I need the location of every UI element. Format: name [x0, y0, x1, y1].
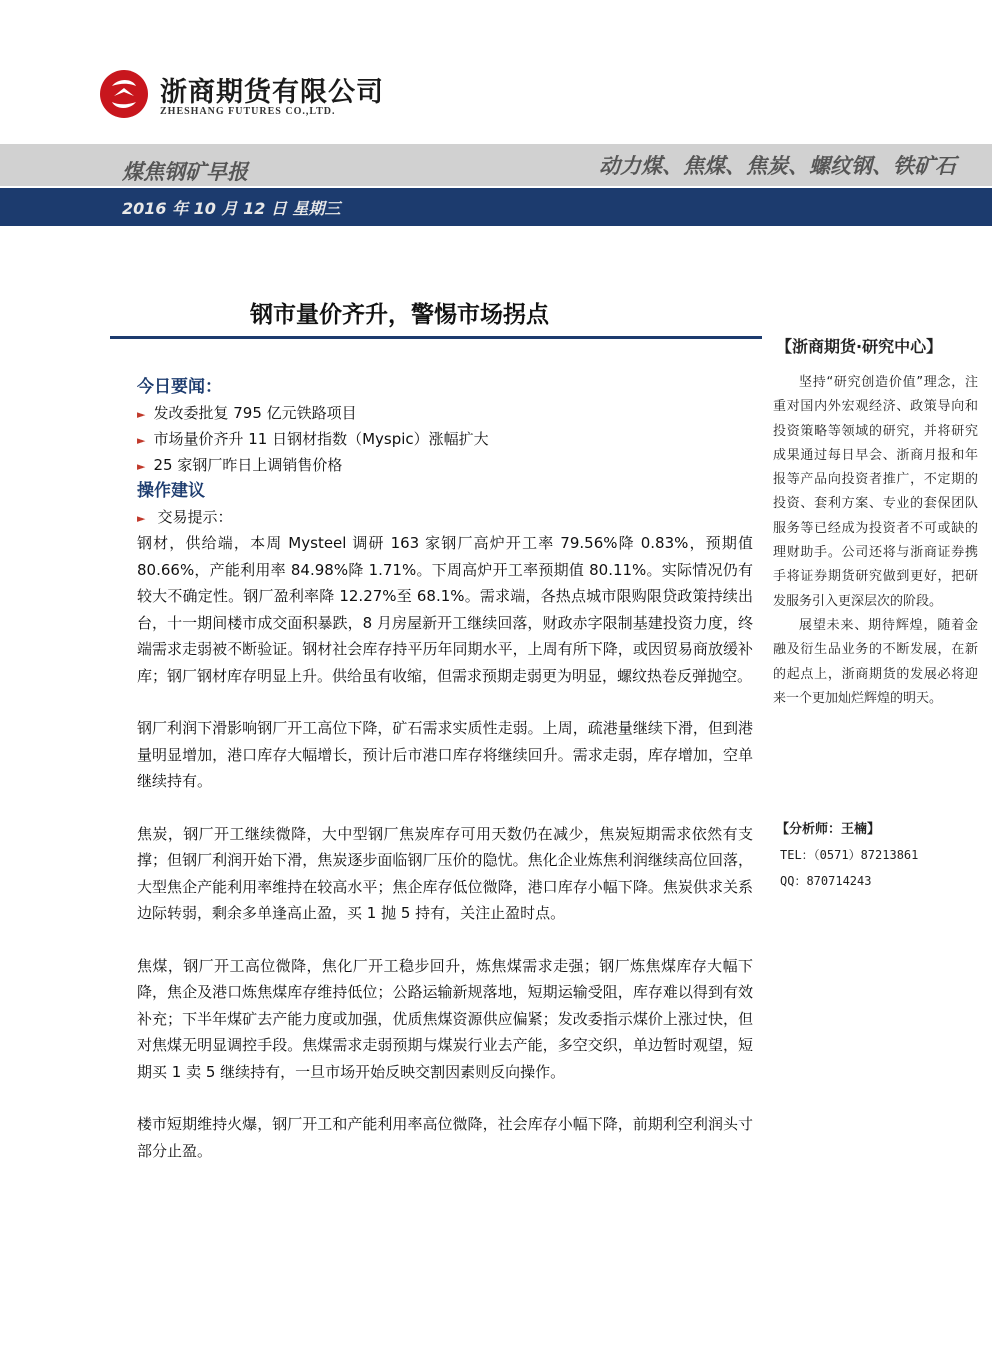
bullet-arrow-icon: ► — [137, 434, 146, 447]
report-date: 2016 年 10 月 12 日 星期三 — [122, 199, 341, 218]
page-title: 钢市量价齐升，警惕市场拐点 — [250, 302, 549, 328]
news-item — [137, 400, 753, 426]
research-center-tag: 【浙商期货·研究中心】 — [776, 337, 943, 356]
spacer — [137, 1085, 753, 1111]
trade-tip-text: 交易提示： — [157, 508, 233, 526]
company-name-en: ZHESHANG FUTURES CO.,LTD. — [160, 106, 336, 117]
advice-paragraph-ore: 钢厂利润下滑影响钢厂开工高位下降，矿石需求实质性走弱。上周，疏港量继续下滑，但到港量明显增加，港口库存大幅增长，预计后市港口库存将继续回升。需求走弱，库存增加，空单继续持有。 — [137, 719, 753, 790]
intro-paragraph: 展望未来、期待辉煌，随着金融及衍生品业务的不断发展，在新的起点上，浙商期货的发展必将迎来一个更加灿烂辉煌的明天。 — [773, 617, 978, 706]
report-name: 煤焦钢矿早报 — [122, 160, 248, 184]
advice-section-title: 操作建议 — [137, 481, 205, 501]
headline-divider — [110, 336, 762, 339]
zheshang-logo-icon — [98, 68, 150, 120]
news-item — [137, 452, 753, 478]
company-logo — [98, 68, 398, 128]
advice-paragraph-summary: 楼市短期维持火爆，钢厂开工和产能利用率高位微降，社会库存小幅下降，前期利空利润头寸部分止盈。 — [137, 1115, 753, 1160]
main-content — [137, 374, 753, 1164]
advice-paragraph-coking-coal: 焦煤，钢厂开工高位微降，焦化厂开工稳步回升，炼焦煤需求走强；钢厂炼焦煤库存大幅下降，焦企及港口炼焦煤库存维持低位；公路运输新规落地，短期运输受阻，库存难以得到有效补充；下半年煤矿去产能力度或加强，优质焦煤资源供应偏紧；发改委指示煤价上涨过快，但对焦煤无明显调控手段。焦煤需求走弱预期与煤炭行业去产能，多空交织，单边暂时观望，短期买 1 卖 5 继续持有，一旦市场开始反映交割因素则反向操作。 — [137, 956, 753, 1081]
bullet-arrow-icon: ► — [137, 460, 146, 473]
news-item-text: 25 家钢厂昨日上调销售价格 — [153, 456, 343, 474]
intro-paragraph: 坚持“研究创造价值”理念，注重对国内外宏观经济、政策导向和投资策略等领域的研究，并将研究成果通过每日早会、浙商月报和年报等产品向投资者推广，不定期的投资、套利方案、专业的套保团队服务等已经成为投资者不可或缺的理财助手。公司还将与浙商证券携手将证券期货研究做到更好，把研发服务引入更深层次的阶段。 — [773, 375, 978, 609]
analyst-qq: QQ：870714243 — [780, 874, 872, 888]
company-name-cn: 浙商期货有限公司 — [160, 77, 384, 108]
advice-paragraph-steel: 钢材，供给端，本周 Mysteel 调研 163 家钢厂高炉开工率 79.56%降 0.83%，预期值 80.66%，产能利用率 84.98%降 1.71%。下周高炉开工率预期值 80.11%。实际情况仍有较大不确定性。钢厂盈利率降 12.27%至 68.1%。需求端，各热点城市限购限贷政策持续出台，十一期间楼市成交面积暴跌，8 月房屋新开工继续回落，财政赤字限制基建投资力度，终端需求走弱被不断验证。钢材社会库存持平历年同期水平，上周有所下降，或因贸易商放缓补库；钢厂钢材库存明显上升。供给虽有收缩，但需求预期走弱更为明显，螺纹热卷反弹抛空。 — [137, 534, 753, 685]
analyst-tel: TEL：（0571）87213861 — [780, 848, 919, 862]
spacer — [137, 689, 753, 715]
analyst-name: 【分析师：王楠】 — [776, 822, 881, 837]
news-item — [137, 426, 753, 452]
news-item-text: 市场量价齐升 11 日钢材指数（Myspic）涨幅扩大 — [153, 430, 489, 448]
commodities-list: 动力煤、焦煤、焦炭、螺纹钢、铁矿石 — [599, 154, 956, 178]
news-section-title: 今日要闻： — [137, 377, 222, 397]
trade-tip-label — [137, 504, 753, 530]
news-item-text: 发改委批复 795 亿元铁路项目 — [153, 404, 357, 422]
company-intro — [773, 371, 978, 711]
bullet-arrow-icon: ► — [137, 512, 146, 525]
advice-paragraph-coke: 焦炭，钢厂开工继续微降，大中型钢厂焦炭库存可用天数仍在减少，焦炭短期需求依然有支撑；但钢厂利润开始下滑，焦炭逐步面临钢厂压价的隐忧。焦化企业炼焦利润继续高位回落，大型焦企产能利用率维持在较高水平；焦企库存低位微降，港口库存小幅下降。焦炭供求关系边际转弱，剩余多单逢高止盈，买 1 抛 5 持有，关注止盈时点。 — [137, 824, 753, 922]
spacer — [137, 927, 753, 953]
spacer — [137, 795, 753, 821]
bullet-arrow-icon: ► — [137, 408, 146, 421]
